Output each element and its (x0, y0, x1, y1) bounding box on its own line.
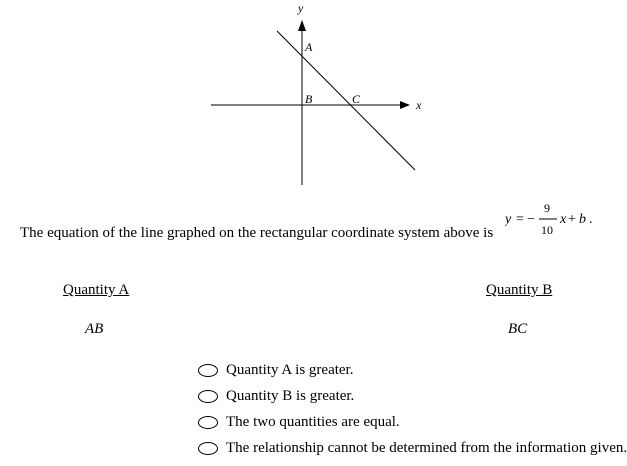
point-c-label: C (352, 92, 361, 106)
graphed-line (277, 31, 415, 170)
quantity-b-value: BC (508, 321, 528, 337)
equation-sign: − (527, 212, 535, 227)
answer-choice-label: Quantity A is greater. (226, 361, 354, 378)
equation-period: . (589, 212, 593, 227)
x-axis-label: x (416, 98, 422, 112)
equation-variable: x (560, 212, 567, 227)
question-prompt: The equation of the line graphed on the rectangular coordinate system above is (20, 225, 494, 241)
equation-numerator: 9 (544, 201, 550, 215)
coordinate-figure (205, 0, 425, 190)
answer-choice-b[interactable] (198, 383, 627, 409)
answer-choice-a[interactable] (198, 357, 627, 383)
quantity-b-heading: Quantity B (486, 282, 553, 298)
answer-choice-c[interactable] (198, 409, 627, 435)
point-a-label: A (305, 40, 313, 54)
equation-denominator: 10 (541, 223, 553, 237)
radio-button[interactable] (198, 442, 218, 455)
radio-button[interactable] (198, 416, 218, 429)
equation-constant: b (579, 212, 586, 227)
quantity-a-value: AB (85, 321, 104, 337)
line-equation (505, 200, 615, 240)
line-equation-svg (505, 200, 615, 240)
answer-choice-label: The two quantities are equal. (226, 413, 400, 430)
y-axis-label: y (298, 1, 304, 15)
coordinate-figure-svg (205, 0, 425, 190)
answer-choice-d[interactable] (198, 435, 627, 461)
answer-choice-label: Quantity B is greater. (226, 387, 355, 404)
radio-button[interactable] (198, 390, 218, 403)
y-axis-arrow (298, 20, 306, 31)
answer-choices (198, 357, 627, 461)
radio-button[interactable] (198, 364, 218, 377)
equation-lhs: y (505, 212, 512, 227)
x-axis-arrow (400, 101, 410, 109)
point-b-label: B (305, 92, 313, 106)
equation-equals: = (516, 212, 524, 227)
equation-plus: + (568, 212, 576, 227)
quantity-a-heading: Quantity A (63, 282, 130, 298)
answer-choice-label: The relationship cannot be determined from the information given. (226, 439, 627, 456)
